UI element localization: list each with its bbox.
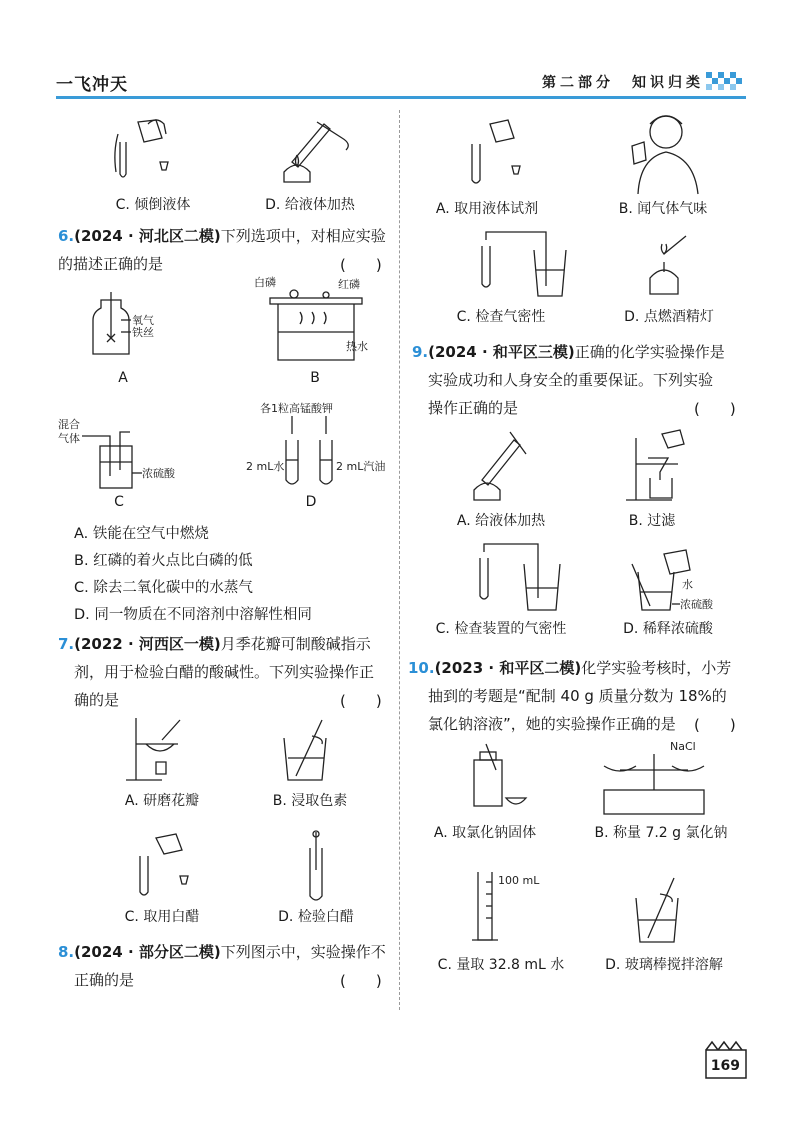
q8-answer-paren[interactable]: ( ) bbox=[340, 972, 382, 990]
q9-caption-c: C. 检查装置的气密性 bbox=[435, 621, 567, 637]
q6b-label-white-p: 白磷 bbox=[254, 276, 276, 289]
q7-source: (2022 · 河西区一模) bbox=[74, 635, 221, 653]
q6d-label-water: 2 mL水 bbox=[246, 460, 285, 473]
q8-caption-a: A. 取用液体试剂 bbox=[435, 201, 539, 217]
q9-figure-c-airtight bbox=[460, 540, 570, 616]
q10-figure-c-measure-water bbox=[466, 866, 546, 946]
q6-source: (2024 · 河北区二模) bbox=[74, 227, 221, 245]
q7-number: 7. bbox=[58, 635, 75, 653]
q8-stem-1: 下列图示中，实验操作不 bbox=[220, 943, 386, 961]
q6-option-b[interactable]: B. 红磷的着火点比白磷的低 bbox=[74, 553, 253, 569]
q6a-label-oxygen: 氧气 bbox=[132, 314, 154, 327]
q10-caption-c: C. 量取 32.8 mL 水 bbox=[437, 957, 565, 973]
q10-figure-b-weigh bbox=[590, 740, 720, 818]
q7-figure-b-soak bbox=[278, 714, 348, 786]
q6a-label-iron-wire: 铁丝 bbox=[132, 326, 154, 339]
q8-caption-d: D. 点燃酒精灯 bbox=[624, 309, 714, 325]
q8-source: (2024 · 部分区二模) bbox=[74, 943, 221, 961]
q8-stem-2: 正确的是 bbox=[74, 971, 135, 989]
q6c-label-acid: 浓硫酸 bbox=[142, 467, 175, 480]
q9-answer-paren[interactable]: ( ) bbox=[694, 400, 736, 418]
q6-figure-b-phosphorus bbox=[250, 276, 390, 368]
q6-figure-d-solubility bbox=[246, 400, 396, 490]
q9d-label-acid: 浓硫酸 bbox=[680, 598, 713, 611]
q10-stem-1: 化学实验考核时，小芳 bbox=[581, 659, 732, 677]
q6-option-d[interactable]: D. 同一物质在不同溶剂中溶解性相同 bbox=[74, 607, 312, 623]
q7-answer-paren[interactable]: ( ) bbox=[340, 692, 382, 710]
q6-stem-1: 下列选项中，对相应实验 bbox=[220, 227, 386, 245]
q9-stem-1: 正确的化学实验操作是 bbox=[574, 343, 725, 361]
q10-source: (2023 · 和平区二模) bbox=[434, 659, 582, 677]
q7-figure-a-grind bbox=[122, 714, 202, 786]
q9-caption-b: B. 过滤 bbox=[628, 513, 676, 529]
q6b-label-hot-water: 热水 bbox=[346, 340, 368, 353]
q6-option-c[interactable]: C. 除去二氧化碳中的水蒸气 bbox=[74, 580, 253, 596]
q6d-label-gasoline: 2 mL汽油 bbox=[336, 460, 386, 473]
heat-liquid-figure bbox=[262, 110, 357, 190]
q10-caption-d: D. 玻璃棒搅拌溶解 bbox=[605, 957, 723, 973]
q6-fig-d-caption: D bbox=[305, 494, 317, 510]
q10-figure-a-take-nacl bbox=[462, 740, 542, 812]
q9-number: 9. bbox=[412, 343, 429, 361]
q10-figure-d-stir bbox=[630, 872, 700, 948]
q7-figure-d-test-vinegar bbox=[296, 830, 336, 906]
q10c-label-volume: 100 mL bbox=[498, 874, 540, 887]
q6-fig-c-caption: C bbox=[114, 494, 124, 510]
q6b-label-red-p: 红磷 bbox=[338, 278, 360, 291]
q7-stem-3: 确的是 bbox=[74, 691, 120, 709]
q10-stem-3: 氯化钠溶液”，她的实验操作正确的是 bbox=[428, 715, 676, 733]
q6c-label-gas: 气体 bbox=[58, 432, 80, 445]
q9-source: (2024 · 和平区三模) bbox=[428, 343, 575, 361]
q9-figure-b-filter bbox=[622, 424, 702, 504]
q10-caption-b: B. 称量 7.2 g 氯化钠 bbox=[594, 825, 728, 841]
q6d-label-kmno4: 各1粒高锰酸钾 bbox=[260, 402, 333, 415]
q7-figure-c-take-vinegar bbox=[130, 826, 210, 906]
q8-figure-d-light-lamp bbox=[636, 232, 696, 302]
q9d-label-water: 水 bbox=[682, 578, 693, 591]
q8-caption-c: C. 检查气密性 bbox=[456, 309, 546, 325]
q7-caption-d: D. 检验白醋 bbox=[278, 909, 354, 925]
q6-stem-2: 的描述正确的是 bbox=[58, 255, 164, 273]
q7-caption-c: C. 取用白醋 bbox=[124, 909, 200, 925]
q7-stem-2: 剂，用于检验白醋的酸碱性。下列实验操作正 bbox=[74, 663, 375, 681]
q9-caption-a: A. 给液体加热 bbox=[456, 513, 546, 529]
q8-figure-a-take-liquid bbox=[458, 114, 538, 192]
q9-stem-2: 实验成功和人身安全的重要保证。下列实验 bbox=[428, 371, 714, 389]
q10-caption-a: A. 取氯化钠固体 bbox=[433, 825, 537, 841]
q6-figure-a-iron-wire bbox=[85, 290, 175, 360]
header-rule bbox=[56, 96, 746, 99]
header-checker-decoration bbox=[706, 72, 744, 94]
q8-figure-b-smell-gas bbox=[618, 108, 708, 194]
q8-number: 8. bbox=[58, 943, 75, 961]
q10-answer-paren[interactable]: ( ) bbox=[694, 716, 736, 734]
caption-heat-liquid: D. 给液体加热 bbox=[265, 197, 355, 213]
q9-figure-a-heat bbox=[466, 424, 546, 504]
q6-answer-paren[interactable]: ( ) bbox=[340, 256, 382, 274]
section-title: 第二部分 知识归类 bbox=[542, 75, 704, 91]
q6-figure-c-gas-washing bbox=[58, 418, 178, 490]
q8-figure-c-airtight bbox=[462, 226, 572, 302]
q9-stem-3: 操作正确的是 bbox=[428, 399, 519, 417]
q9-caption-d: D. 稀释浓硫酸 bbox=[623, 621, 713, 637]
brand-logo: 一飞冲天 bbox=[56, 75, 128, 95]
q9-figure-d-dilute bbox=[624, 548, 734, 616]
q6-fig-a-caption: A bbox=[118, 370, 128, 386]
q7-caption-a: A. 研磨花瓣 bbox=[124, 793, 200, 809]
caption-pour-liquid: C. 倾倒液体 bbox=[115, 197, 191, 213]
pour-liquid-figure bbox=[108, 112, 178, 187]
page-number: 169 bbox=[710, 1058, 740, 1074]
q7-stem-1: 月季花瓣可制酸碱指示 bbox=[220, 635, 371, 653]
column-divider bbox=[399, 110, 400, 1010]
q7-caption-b: B. 浸取色素 bbox=[272, 793, 348, 809]
q8-caption-b: B. 闻气体气味 bbox=[618, 201, 708, 217]
q6-number: 6. bbox=[58, 227, 75, 245]
q6c-label-mixed: 混合 bbox=[58, 418, 80, 431]
q10-stem-2: 抽到的考题是“配制 40 g 质量分数为 18%的 bbox=[428, 687, 727, 705]
q6-option-a[interactable]: A. 铁能在空气中燃烧 bbox=[74, 526, 209, 542]
q10b-label-nacl: NaCl bbox=[670, 740, 696, 753]
q6-fig-b-caption: B bbox=[310, 370, 320, 386]
q10-number: 10. bbox=[408, 659, 435, 677]
